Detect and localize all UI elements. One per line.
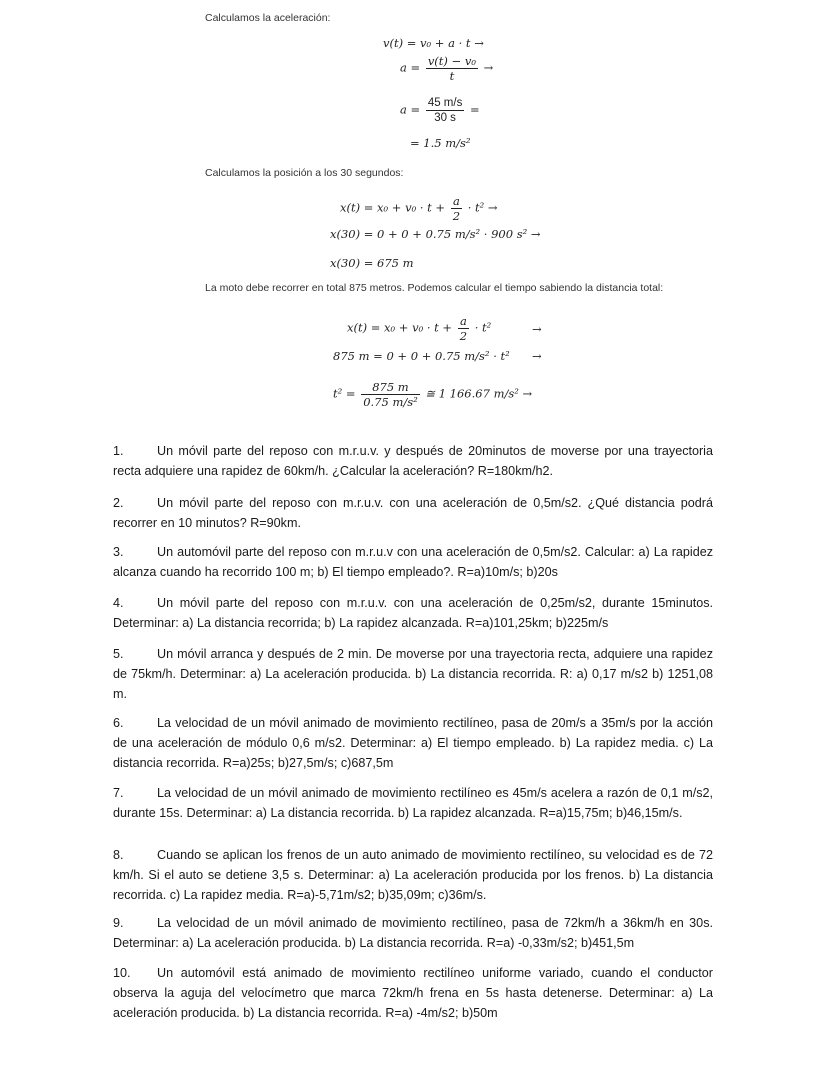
accel-heading: Calculamos la aceleración: — [205, 12, 331, 24]
fraction — [426, 54, 478, 83]
problem-number: 9. — [113, 916, 124, 930]
fraction-numerator: 875 m — [361, 380, 420, 395]
problem-text: Un móvil arranca y después de 2 min. De moverse por una trayectoria recta, adquiere una rapidez de 75km/h. Determinar: a) La aceleración producida. b) La distancia recorrida. R: a) 0,17 m/s2 b) 1251,08 m. — [113, 647, 713, 701]
fraction-numerator: v(t) − v₀ — [427, 54, 476, 68]
fraction-numerator: a — [458, 314, 469, 329]
problem-number: 3. — [113, 545, 124, 559]
position-heading: Calculamos la posición a los 30 segundos: — [205, 167, 404, 179]
equation-position-30: x(30) = 0 + 0 + 0.75 m/s² · 900 s² → — [330, 227, 541, 241]
problem-item — [113, 713, 713, 773]
total-distance-heading: La moto debe recorrer en total 875 metros. Podemos calcular el tiempo sabiendo la distancia total: — [205, 282, 664, 294]
problem-number: 1. — [113, 444, 124, 458]
problem-item — [113, 963, 713, 1023]
equation-accel-result: = 1.5 m/s² — [410, 136, 471, 150]
fraction — [361, 380, 420, 409]
equation-position-result: x(30) = 675 m — [330, 256, 414, 270]
equals-sign: = — [469, 102, 480, 117]
equation-lhs: x(t) = x₀ + v₀ · t + — [347, 320, 453, 335]
equation-accel-fraction — [400, 54, 493, 83]
problem-number: 10. — [113, 966, 131, 980]
problem-number: 8. — [113, 848, 124, 862]
equation-lhs: a = — [400, 102, 421, 117]
problem-text: Un móvil parte del reposo con m.r.u.v. con una aceleración de 0,25m/s2, durante 15minutos. Determinar: a) La distancia recorrida; b) La rapidez alcanzada. R=a)101,25km; b)225m/s — [113, 596, 713, 630]
problem-number: 5. — [113, 647, 124, 661]
fraction-denominator: 2 — [459, 329, 468, 343]
fraction — [451, 194, 462, 223]
fraction-numerator: a — [451, 194, 462, 209]
arrow: → — [532, 322, 542, 336]
equation-accel-values — [400, 96, 480, 125]
equation-position-general — [347, 314, 491, 343]
arrow: → — [532, 349, 542, 363]
equation-lhs: a = — [400, 60, 421, 75]
equation-rhs: ≅ 1 166.67 m/s² → — [425, 386, 533, 401]
equation-rhs: · t² → — [467, 200, 498, 215]
problem-item — [113, 783, 713, 823]
problem-item — [113, 644, 713, 704]
problem-text: Un móvil parte del reposo con m.r.u.v. y después de 20minutos de moverse por una trayectoria recta adquiere una rapidez de 60km/h. ¿Calcular la aceleración? R=180km/h2. — [113, 444, 713, 478]
equation-rhs: · t² — [474, 320, 492, 335]
fraction — [458, 314, 469, 343]
problem-text: Cuando se aplican los frenos de un auto animado de movimiento rectilíneo, su velocidad es de 72 km/h. Si el auto se detiene 3,5 s. Determinar: a) La aceleración producida por los frenos. b) La distancia recorrida. c) La rapidez media. R=a)-5,71m/s2; b)35,09m; c)36m/s. — [113, 848, 713, 902]
problem-text: La velocidad de un móvil animado de movimiento rectilíneo, pasa de 20m/s a 35m/s por la acción de una aceleración de módulo 0,6 m/s2. Determinar: a) El tiempo empleado. b) La rapidez media. c) La distancia recorrida. R=a)25s; b)27,5m/s; c)687,5m — [113, 716, 713, 770]
equation-t-squared — [333, 380, 532, 409]
equation-875: 875 m = 0 + 0 + 0.75 m/s² · t² — [333, 349, 510, 363]
fraction-denominator: t — [449, 69, 455, 83]
equation-lhs: x(t) = x₀ + v₀ · t + — [340, 200, 446, 215]
problem-text: Un automóvil está animado de movimiento rectilíneo uniforme variado, cuando el conductor observa la aguja del velocímetro que marca 72km/h frena en 5s hasta detenerse. Determinar: a) La aceleración producida. b) La distancia recorrida. R=a) -4m/s2; b)50m — [113, 966, 713, 1020]
problem-number: 4. — [113, 596, 124, 610]
equation-position — [340, 194, 498, 223]
fraction-denominator: 2 — [452, 209, 461, 223]
equation-lhs: t² = — [333, 386, 356, 401]
fraction-numerator: 45 m/s — [427, 97, 463, 109]
problem-item — [113, 441, 713, 481]
equation-velocity: v(t) = v₀ + a · t → — [383, 36, 484, 50]
problem-item — [113, 542, 713, 582]
fraction-denominator: 0.75 m/s² — [363, 395, 418, 409]
problem-text: La velocidad de un móvil animado de movimiento rectilíneo es 45m/s acelera a razón de 0,1 m/s2, durante 15s. Determinar: a) La distancia recorrida. b) La rapidez alcanzada. R=a)15,75m; b)46,15m/s. — [113, 786, 713, 820]
problem-item — [113, 913, 713, 953]
problem-text: Un automóvil parte del reposo con m.r.u.v con una aceleración de 0,5m/s2. Calcular: a) La rapidez alcanza cuando ha recorrido 100 m; b) El tiempo empleado?. R=a)10m/s; b)20s — [113, 545, 713, 579]
problem-item — [113, 493, 713, 533]
problem-item — [113, 593, 713, 633]
fraction — [426, 96, 465, 125]
problem-text: Un móvil parte del reposo con m.r.u.v. con una aceleración de 0,5m/s2. ¿Qué distancia podrá recorrer en 10 minutos? R=90km. — [113, 496, 713, 530]
problem-number: 7. — [113, 786, 124, 800]
problem-number: 2. — [113, 496, 124, 510]
arrow: → — [483, 60, 494, 75]
problem-number: 6. — [113, 716, 124, 730]
fraction-denominator: 30 s — [434, 112, 456, 124]
problem-text: La velocidad de un móvil animado de movimiento rectilíneo, pasa de 72km/h a 36km/h en 30s. Determinar: a) La aceleración producida. b) La distancia recorrida. R=a) -0,33m/s2; b)451,5m — [113, 916, 713, 950]
problem-item — [113, 845, 713, 905]
